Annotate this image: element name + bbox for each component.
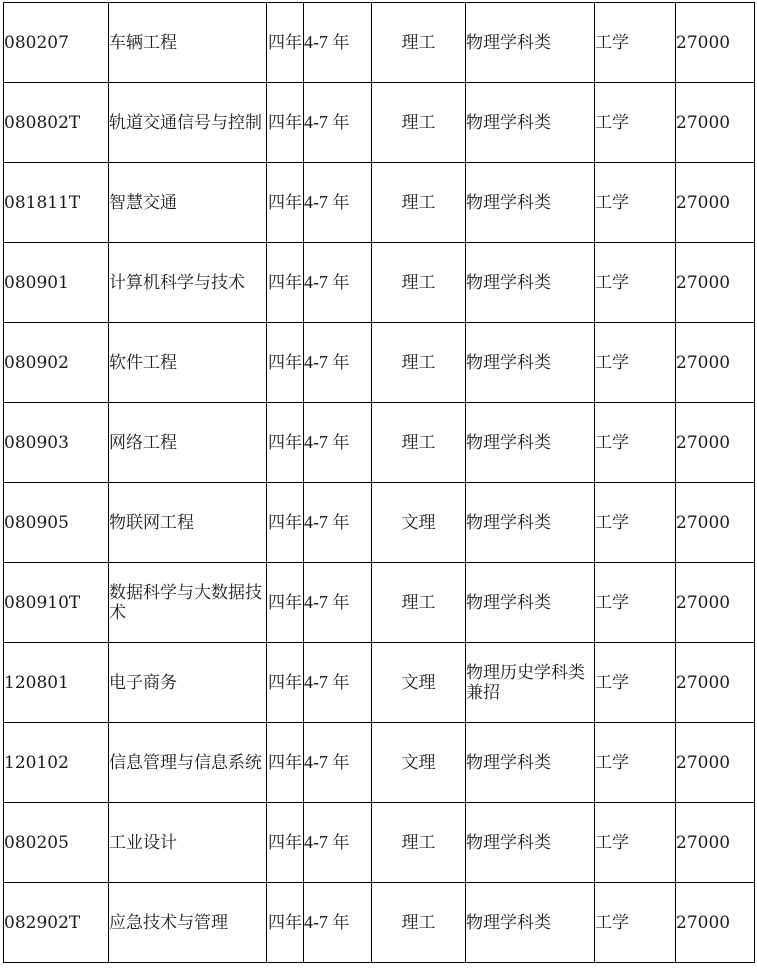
subject-requirement-cell: 物理学科类 — [466, 883, 595, 963]
subject-requirement-cell: 物理学科类 — [466, 563, 595, 643]
subject-requirement-cell: 物理学科类 — [466, 163, 595, 243]
duration-cell: 四年 — [267, 323, 304, 403]
study-period-cell: 4-7 年 — [304, 723, 372, 803]
study-period-cell: 4-7 年 — [304, 83, 372, 163]
degree-cell: 工学 — [595, 563, 676, 643]
duration-cell: 四年 — [267, 3, 304, 83]
major-code-cell: 080910T — [4, 563, 109, 643]
table-row — [4, 883, 755, 963]
major-code-cell: 080905 — [4, 483, 109, 563]
major-code-cell: 082902T — [4, 883, 109, 963]
major-name-cell: 轨道交通信号与控制 — [109, 83, 267, 163]
tuition-fee-cell: 27000 — [676, 3, 755, 83]
study-period-cell: 4-7 年 — [304, 803, 372, 883]
study-period-cell: 4-7 年 — [304, 643, 372, 723]
duration-cell: 四年 — [267, 163, 304, 243]
table-row — [4, 723, 755, 803]
major-code-cell: 080901 — [4, 243, 109, 323]
table-row — [4, 643, 755, 723]
subject-requirement-cell: 物理学科类 — [466, 723, 595, 803]
major-code-cell: 080205 — [4, 803, 109, 883]
tuition-fee-cell: 27000 — [676, 883, 755, 963]
tuition-fee-cell: 27000 — [676, 243, 755, 323]
category-cell: 文理 — [372, 483, 466, 563]
duration-cell: 四年 — [267, 643, 304, 723]
major-name-cell: 应急技术与管理 — [109, 883, 267, 963]
degree-cell: 工学 — [595, 3, 676, 83]
study-period-cell: 4-7 年 — [304, 163, 372, 243]
table-body — [4, 3, 755, 963]
study-period-cell: 4-7 年 — [304, 403, 372, 483]
category-cell: 理工 — [372, 3, 466, 83]
tuition-fee-cell: 27000 — [676, 643, 755, 723]
subject-requirement-cell: 物理学科类 — [466, 803, 595, 883]
degree-cell: 工学 — [595, 403, 676, 483]
table-row — [4, 3, 755, 83]
degree-cell: 工学 — [595, 483, 676, 563]
duration-cell: 四年 — [267, 883, 304, 963]
duration-cell: 四年 — [267, 483, 304, 563]
major-code-cell: 080802T — [4, 83, 109, 163]
category-cell: 理工 — [372, 403, 466, 483]
tuition-fee-cell: 27000 — [676, 323, 755, 403]
subject-requirement-cell: 物理学科类 — [466, 83, 595, 163]
category-cell: 理工 — [372, 563, 466, 643]
degree-cell: 工学 — [595, 83, 676, 163]
degree-cell: 工学 — [595, 723, 676, 803]
major-name-cell: 信息管理与信息系统 — [109, 723, 267, 803]
tuition-fee-cell: 27000 — [676, 403, 755, 483]
subject-requirement-cell: 物理学科类 — [466, 3, 595, 83]
subject-requirement-cell: 物理学科类 — [466, 323, 595, 403]
category-cell: 文理 — [372, 643, 466, 723]
degree-cell: 工学 — [595, 243, 676, 323]
table-row — [4, 83, 755, 163]
study-period-cell: 4-7 年 — [304, 243, 372, 323]
tuition-fee-cell: 27000 — [676, 163, 755, 243]
study-period-cell: 4-7 年 — [304, 3, 372, 83]
major-name-cell: 数据科学与大数据技术 — [109, 563, 267, 643]
category-cell: 理工 — [372, 803, 466, 883]
major-code-cell: 080903 — [4, 403, 109, 483]
major-code-cell: 081811T — [4, 163, 109, 243]
major-name-cell: 物联网工程 — [109, 483, 267, 563]
study-period-cell: 4-7 年 — [304, 483, 372, 563]
degree-cell: 工学 — [595, 883, 676, 963]
tuition-fee-cell: 27000 — [676, 803, 755, 883]
duration-cell: 四年 — [267, 83, 304, 163]
table-row — [4, 803, 755, 883]
category-cell: 理工 — [372, 323, 466, 403]
tuition-fee-cell: 27000 — [676, 83, 755, 163]
degree-cell: 工学 — [595, 803, 676, 883]
major-name-cell: 网络工程 — [109, 403, 267, 483]
table-row — [4, 163, 755, 243]
subject-requirement-cell: 物理学科类 — [466, 483, 595, 563]
duration-cell: 四年 — [267, 723, 304, 803]
major-name-cell: 计算机科学与技术 — [109, 243, 267, 323]
major-name-cell: 软件工程 — [109, 323, 267, 403]
duration-cell: 四年 — [267, 403, 304, 483]
table-row — [4, 323, 755, 403]
tuition-fee-cell: 27000 — [676, 563, 755, 643]
study-period-cell: 4-7 年 — [304, 323, 372, 403]
degree-cell: 工学 — [595, 323, 676, 403]
major-name-cell: 工业设计 — [109, 803, 267, 883]
majors-table — [3, 2, 755, 963]
subject-requirement-cell: 物理历史学科类兼招 — [466, 643, 595, 723]
duration-cell: 四年 — [267, 563, 304, 643]
category-cell: 理工 — [372, 883, 466, 963]
major-name-cell: 电子商务 — [109, 643, 267, 723]
degree-cell: 工学 — [595, 163, 676, 243]
tuition-fee-cell: 27000 — [676, 723, 755, 803]
major-name-cell: 车辆工程 — [109, 3, 267, 83]
table-row — [4, 483, 755, 563]
study-period-cell: 4-7 年 — [304, 563, 372, 643]
major-code-cell: 080207 — [4, 3, 109, 83]
category-cell: 理工 — [372, 83, 466, 163]
major-code-cell: 080902 — [4, 323, 109, 403]
study-period-cell: 4-7 年 — [304, 883, 372, 963]
category-cell: 理工 — [372, 243, 466, 323]
major-name-cell: 智慧交通 — [109, 163, 267, 243]
duration-cell: 四年 — [267, 803, 304, 883]
table-row — [4, 243, 755, 323]
tuition-fee-cell: 27000 — [676, 483, 755, 563]
major-code-cell: 120102 — [4, 723, 109, 803]
category-cell: 文理 — [372, 723, 466, 803]
major-code-cell: 120801 — [4, 643, 109, 723]
category-cell: 理工 — [372, 163, 466, 243]
degree-cell: 工学 — [595, 643, 676, 723]
subject-requirement-cell: 物理学科类 — [466, 243, 595, 323]
table-row — [4, 563, 755, 643]
subject-requirement-cell: 物理学科类 — [466, 403, 595, 483]
duration-cell: 四年 — [267, 243, 304, 323]
table-row — [4, 403, 755, 483]
